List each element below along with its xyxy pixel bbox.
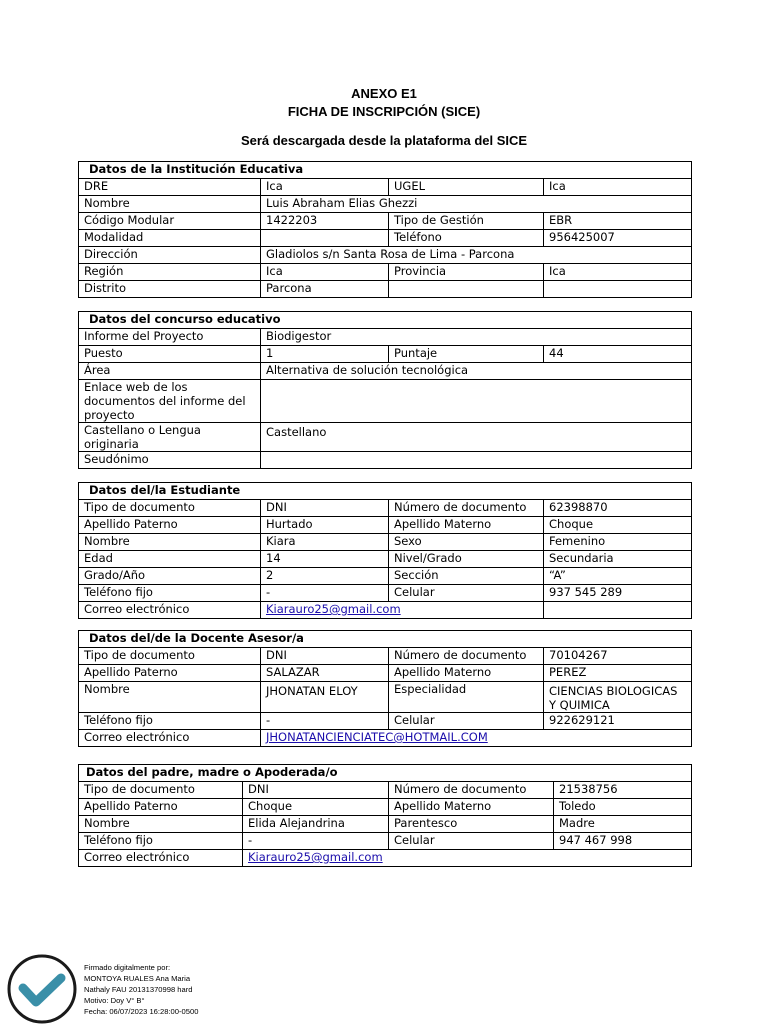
- student-table: [78, 482, 692, 619]
- field-value: Elida Alejandrina: [243, 816, 389, 833]
- field-label: Edad: [79, 551, 261, 568]
- field-value: CIENCIAS BIOLOGICAS Y QUIMICA: [544, 682, 692, 713]
- field-label: Región: [79, 264, 261, 281]
- field-label: Modalidad: [79, 230, 261, 247]
- field-value: 956425007: [544, 230, 692, 247]
- section-title: Datos del concurso educativo: [79, 312, 692, 329]
- institution-table: [78, 161, 692, 298]
- field-label: Número de documento: [389, 500, 544, 517]
- field-value: 70104267: [544, 648, 692, 665]
- signature-line: Fecha: 06/07/2023 16:28:00-0500: [84, 1007, 199, 1016]
- field-value: Secundaria: [544, 551, 692, 568]
- field-label: DRE: [79, 179, 261, 196]
- section-title: Datos del/de la Docente Asesor/a: [79, 631, 692, 648]
- field-value: PEREZ: [544, 665, 692, 682]
- field-value: [261, 230, 389, 247]
- field-value: Kiara: [261, 534, 389, 551]
- field-value: Hurtado: [261, 517, 389, 534]
- field-label: Teléfono fijo: [79, 585, 261, 602]
- field-value: 1422203: [261, 213, 389, 230]
- field-value: 1: [261, 346, 389, 363]
- field-value: 62398870: [544, 500, 692, 517]
- field-value: [261, 730, 692, 747]
- annex-title: ANEXO E1: [351, 86, 417, 101]
- field-value: 922629121: [544, 713, 692, 730]
- field-value: SALAZAR: [261, 665, 389, 682]
- field-value: 44: [544, 346, 692, 363]
- teacher-table: [78, 630, 692, 747]
- field-value: “A”: [544, 568, 692, 585]
- field-label: Tipo de documento: [79, 648, 261, 665]
- section-title: Datos del/la Estudiante: [79, 483, 692, 500]
- field-value: [261, 602, 544, 619]
- email-link[interactable]: Kiarauro25@gmail.com: [266, 602, 401, 616]
- field-label: Número de documento: [389, 782, 554, 799]
- field-label: Apellido Materno: [389, 665, 544, 682]
- field-value: 21538756: [554, 782, 692, 799]
- field-value: Alternativa de solución tecnológica: [261, 363, 692, 380]
- field-label: Informe del Proyecto: [79, 329, 261, 346]
- section-title: Datos del padre, madre o Apoderada/o: [79, 765, 692, 782]
- field-label: Seudónimo: [79, 452, 261, 469]
- field-label: Apellido Paterno: [79, 799, 243, 816]
- digital-signature-text: [84, 962, 198, 1017]
- field-value: 947 467 998: [554, 833, 692, 850]
- checkmark-seal-icon: [6, 953, 78, 1030]
- field-value: DNI: [261, 500, 389, 517]
- field-label: Parentesco: [389, 816, 554, 833]
- field-label: Puntaje: [389, 346, 544, 363]
- field-label: Nombre: [79, 816, 243, 833]
- signature-line: Firmado digitalmente por:: [84, 963, 171, 972]
- field-value: Femenino: [544, 534, 692, 551]
- field-label: Tipo de Gestión: [389, 213, 544, 230]
- field-value: Ica: [261, 264, 389, 281]
- field-value: 14: [261, 551, 389, 568]
- field-value: -: [261, 713, 389, 730]
- field-value: Ica: [544, 264, 692, 281]
- field-value: DNI: [243, 782, 389, 799]
- field-label: Puesto: [79, 346, 261, 363]
- field-value: 937 545 289: [544, 585, 692, 602]
- field-value: Choque: [544, 517, 692, 534]
- field-value: Ica: [261, 179, 389, 196]
- field-value: [544, 602, 692, 619]
- field-label: Teléfono fijo: [79, 833, 243, 850]
- field-value: 2: [261, 568, 389, 585]
- field-label: Apellido Paterno: [79, 517, 261, 534]
- field-label: Número de documento: [389, 648, 544, 665]
- field-value: DNI: [261, 648, 389, 665]
- field-value: [261, 380, 692, 423]
- field-label: Área: [79, 363, 261, 380]
- field-value: Ica: [544, 179, 692, 196]
- field-label: Código Modular: [79, 213, 261, 230]
- field-label: Nombre: [79, 196, 261, 213]
- field-value: JHONATAN ELOY: [261, 682, 389, 713]
- field-label: Apellido Materno: [389, 799, 554, 816]
- signature-line: MONTOYA RUALES Ana Maria: [84, 974, 191, 983]
- field-label: UGEL: [389, 179, 544, 196]
- field-label: Celular: [389, 585, 544, 602]
- field-label: Dirección: [79, 247, 261, 264]
- field-label: Nombre: [79, 682, 261, 713]
- field-label: Especialidad: [389, 682, 544, 713]
- field-value: -: [261, 585, 389, 602]
- field-value: [243, 850, 692, 867]
- form-subtitle: Será descargada desde la plataforma del SICE: [240, 133, 528, 148]
- guardian-table: [78, 764, 692, 867]
- field-value: Madre: [554, 816, 692, 833]
- form-title: FICHA DE INSCRIPCIÓN (SICE): [287, 104, 481, 119]
- field-label: Apellido Materno: [389, 517, 544, 534]
- field-label: Celular: [389, 833, 554, 850]
- field-label: Sección: [389, 568, 544, 585]
- signature-line: Nathaly FAU 20131370998 hard: [84, 985, 193, 994]
- field-label: Tipo de documento: [79, 782, 243, 799]
- field-label: Teléfono fijo: [79, 713, 261, 730]
- field-value: Toledo: [554, 799, 692, 816]
- field-value: EBR: [544, 213, 692, 230]
- field-value: Castellano: [261, 423, 692, 452]
- field-label: Correo electrónico: [79, 850, 243, 867]
- field-value: Gladiolos s/n Santa Rosa de Lima - Parcona: [261, 247, 692, 264]
- field-value: [544, 281, 692, 298]
- field-label: Nivel/Grado: [389, 551, 544, 568]
- field-value: -: [243, 833, 389, 850]
- field-value: [389, 281, 544, 298]
- field-label: Distrito: [79, 281, 261, 298]
- field-label: Grado/Año: [79, 568, 261, 585]
- field-label: Correo electrónico: [79, 730, 261, 747]
- section-title: Datos de la Institución Educativa: [79, 162, 692, 179]
- field-label: Teléfono: [389, 230, 544, 247]
- field-value: Choque: [243, 799, 389, 816]
- field-label: Sexo: [389, 534, 544, 551]
- field-label: Celular: [389, 713, 544, 730]
- signature-line: Motivo: Doy V° B°: [84, 996, 145, 1005]
- email-link[interactable]: Kiarauro25@gmail.com: [248, 850, 383, 864]
- email-link[interactable]: JHONATANCIENCIATEC@HOTMAIL.COM: [266, 730, 488, 744]
- field-label: Provincia: [389, 264, 544, 281]
- field-label: Apellido Paterno: [79, 665, 261, 682]
- contest-table: [78, 311, 692, 469]
- field-label: Tipo de documento: [79, 500, 261, 517]
- field-value: [261, 452, 692, 469]
- field-value: Parcona: [261, 281, 389, 298]
- field-label: Nombre: [79, 534, 261, 551]
- field-label: Enlace web de los documentos del informe del proyecto: [79, 380, 261, 423]
- field-label: Correo electrónico: [79, 602, 261, 619]
- field-label: Castellano o Lengua originaria: [79, 423, 261, 452]
- field-value: Biodigestor: [261, 329, 692, 346]
- field-value: Luis Abraham Elias Ghezzi: [261, 196, 692, 213]
